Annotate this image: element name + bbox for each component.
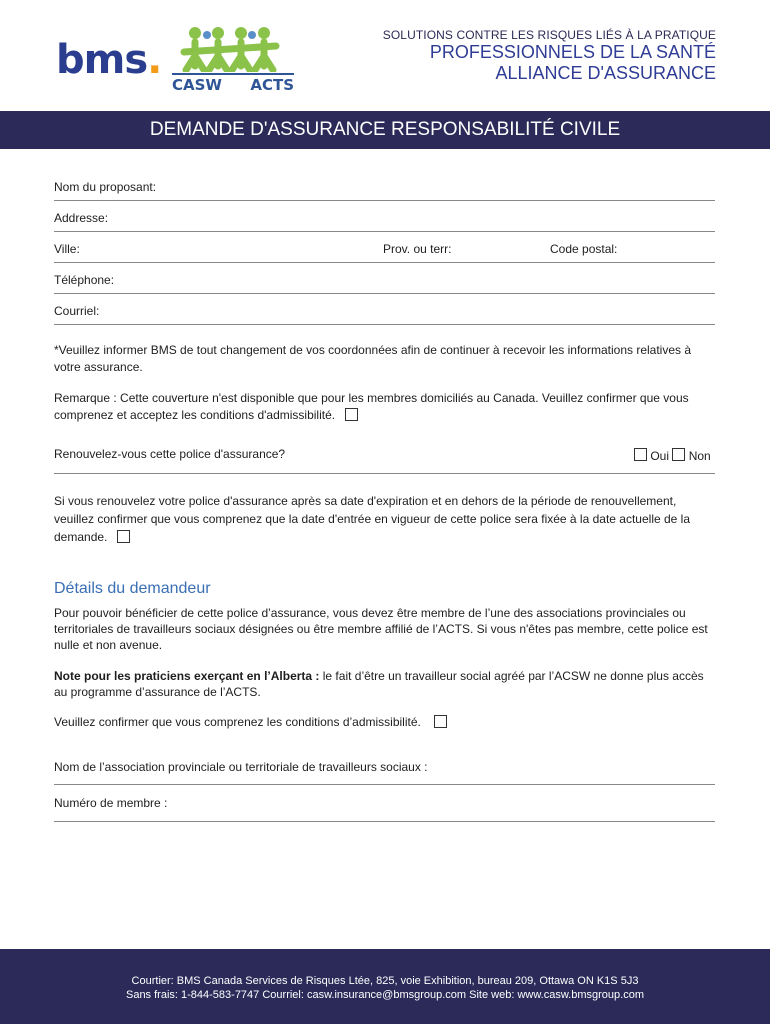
footer-contact: Sans frais: 1-844-583-7747 Courriel: casw.insurance@bmsgroup.com Site web: www.casw.bmsgroup.com bbox=[125, 989, 644, 1001]
footer-address: Courtier: BMS Canada Services de Risques Ltée, 825, voie Exhibition, bureau 209, Ottawa ON K1S 5J3 bbox=[131, 975, 639, 987]
name-field[interactable] bbox=[54, 180, 715, 201]
renewal-no-label: Non bbox=[688, 449, 711, 463]
eligibility-confirm bbox=[54, 714, 716, 731]
phone-label: Téléphone: bbox=[54, 273, 115, 287]
renewal-yes-checkbox[interactable] bbox=[634, 448, 647, 461]
name-label: Nom du proposant: bbox=[54, 180, 157, 194]
renewal-options bbox=[634, 448, 711, 462]
postal-code-label: Code postal: bbox=[550, 242, 618, 256]
late-renewal-text: Si vous renouvelez votre police d'assurance après sa date d'expiration et en dehors de la période de renouvellement, veuillez confirmer que vous comprenez que la date d'entrée en vigueur de cette police sera fixée à la date actuelle de la demande. bbox=[54, 494, 691, 544]
member-number-label: Numéro de membre : bbox=[54, 796, 168, 810]
renewal-yes-label: Oui bbox=[650, 449, 670, 463]
eligibility-checkbox[interactable] bbox=[434, 715, 447, 728]
email-label: Courriel: bbox=[54, 304, 100, 318]
footer bbox=[0, 949, 770, 1024]
header-line1: PROFESSIONNELS DE LA SANTÉ bbox=[429, 42, 716, 62]
city-row[interactable] bbox=[54, 242, 715, 263]
alberta-note-text: le fait d’être un travailleur social agréé par l’ACSW ne donne plus accès au programme d’assurance de l’ACTS. bbox=[54, 669, 704, 699]
renewal-no-checkbox[interactable] bbox=[672, 448, 685, 461]
address-field[interactable] bbox=[54, 211, 715, 232]
renewal-question: Renouvelez-vous cette police d'assurance? bbox=[54, 447, 286, 461]
page-title-banner bbox=[0, 111, 770, 149]
email-field[interactable] bbox=[54, 304, 715, 325]
casw-logo-text: CASW bbox=[172, 76, 222, 94]
header-tagline-block bbox=[383, 28, 716, 84]
canada-confirm-checkbox[interactable] bbox=[345, 408, 358, 421]
canada-remark-text: Remarque : Cette couverture n'est disponible que pour les membres domiciliés au Canada. Veuillez confirmer que vous comprenez et acceptez les conditions d'admissibilité. bbox=[54, 391, 689, 422]
member-number-field[interactable] bbox=[54, 796, 715, 822]
contact-change-note: *Veuillez informer BMS de tout changement de vos coordonnées afin de continuer à recevoir les informations relatives à votre assurance. bbox=[54, 343, 692, 374]
address-label: Addresse: bbox=[54, 211, 109, 225]
phone-field[interactable] bbox=[54, 273, 715, 294]
canada-remark bbox=[54, 390, 716, 424]
acts-logo-text: ACTS bbox=[250, 76, 294, 94]
casw-acts-logo bbox=[172, 26, 294, 96]
applicant-details-heading: Détails du demandeur bbox=[54, 580, 211, 597]
association-field[interactable] bbox=[54, 760, 715, 785]
alberta-note bbox=[54, 668, 716, 700]
alberta-note-bold: Note pour les praticiens exerçant en l’Alberta : bbox=[54, 669, 320, 683]
renewal-row bbox=[54, 447, 715, 474]
header-line2: ALLIANCE D'ASSURANCE bbox=[495, 63, 716, 83]
late-renewal-note bbox=[54, 492, 716, 546]
late-renewal-checkbox[interactable] bbox=[117, 530, 130, 543]
eligibility-confirm-text: Veuillez confirmer que vous comprenez les conditions d’admissibilité. bbox=[54, 715, 421, 729]
province-label: Prov. ou terr: bbox=[383, 242, 452, 256]
city-label: Ville: bbox=[54, 242, 80, 256]
bms-logo: bms. bbox=[56, 37, 162, 83]
association-label: Nom de l’association provinciale ou territoriale de travailleurs sociaux : bbox=[54, 760, 428, 774]
header-tagline: SOLUTIONS CONTRE LES RISQUES LIÉS À LA PRATIQUE bbox=[382, 28, 716, 42]
people-chain-icon bbox=[180, 26, 286, 72]
membership-paragraph: Pour pouvoir bénéficier de cette police d’assurance, vous devez être membre de l’une des associations provinciales ou territoriales de travailleurs sociaux désignées ou être membre affilié de l’ACTS. Si vous n'êtes pas membre, cette police est nulle et non avenue. bbox=[54, 606, 708, 652]
page-title: DEMANDE D'ASSURANCE RESPONSABILITÉ CIVILE bbox=[149, 119, 621, 140]
